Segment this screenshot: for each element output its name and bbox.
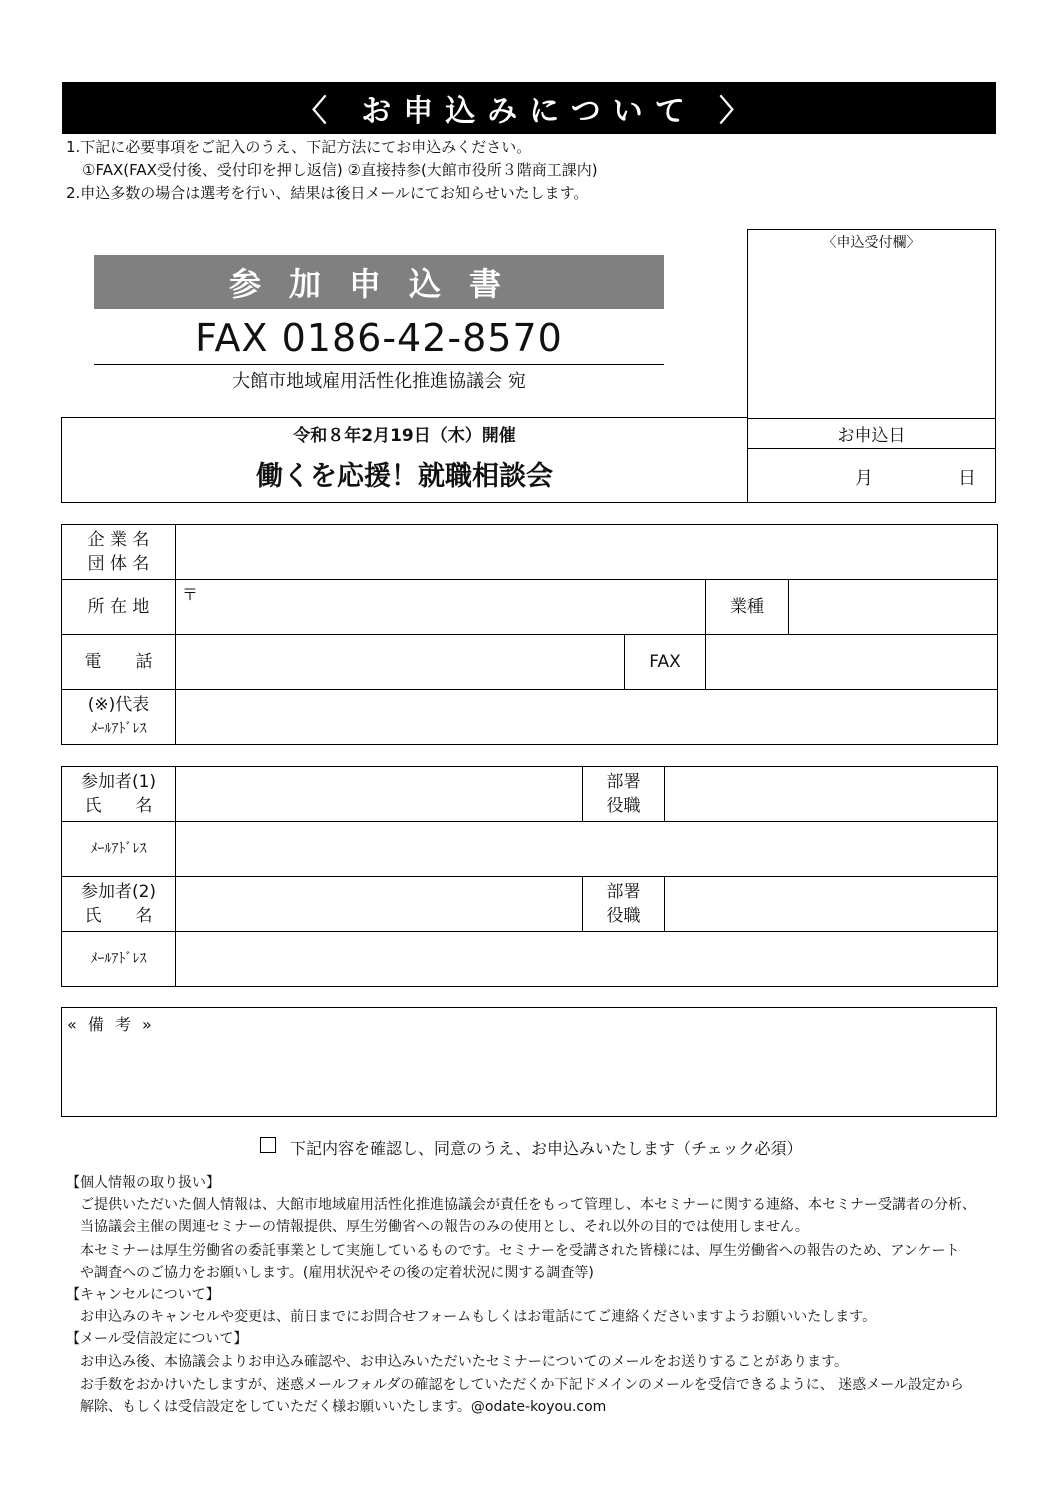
postal-mark: 〒	[182, 585, 199, 604]
participant-2-email-field[interactable]	[176, 932, 998, 987]
participant-2-label	[62, 877, 176, 932]
mail-text-3: 解除、もしくは受信設定をしていただく様お願いいたします。@odate-koyou.com	[80, 1399, 607, 1415]
consent-text: 下記内容を確認し、同意のうえ、お申込みいたします（チェック必須）	[290, 1139, 803, 1158]
participant-1-dept-label-line-2: 役職	[606, 796, 641, 816]
participant-2-name-field[interactable]	[176, 877, 583, 932]
addressee: 大館市地域雇用活性化推進協議会 宛	[232, 371, 526, 392]
fax-underline	[94, 364, 664, 365]
email-field[interactable]	[176, 690, 998, 745]
address-label: 所 在 地	[62, 580, 176, 635]
participant-2-dept-label	[583, 877, 665, 932]
table-row	[62, 580, 998, 635]
fax-field[interactable]	[706, 635, 998, 690]
table-row	[62, 877, 998, 932]
address-field[interactable]	[176, 580, 706, 635]
participant-1-dept-label	[583, 767, 665, 822]
industry-field[interactable]	[789, 580, 998, 635]
privacy-text-2: 当協議会主催の関連セミナーの情報提供、厚生労働省への報告のみの使用とし、それ以外の目的では使用しません。	[80, 1219, 809, 1235]
participant-1-email-field[interactable]	[176, 822, 998, 877]
reception-box	[747, 229, 996, 503]
privacy-heading: 【個人情報の取り扱い】	[66, 1175, 220, 1191]
cancel-heading: 【キャンセルについて】	[66, 1287, 220, 1303]
phone-field[interactable]	[176, 635, 625, 690]
intro-line-2: ①FAX(FAX受付後、受付印を押し返信) ②直接持参(大館市役所３階商工課内)	[82, 161, 598, 179]
participant-2-dept-label-line-2: 役職	[606, 906, 641, 926]
email-label-line-2: ﾒｰﾙｱﾄﾞﾚｽ	[90, 721, 147, 737]
intro-line-1: 1.下記に必要事項をご記入のうえ、下記方法にてお申込みください。	[66, 138, 532, 156]
table-row	[62, 767, 998, 822]
participant-1-label-line-2: 氏 名	[84, 796, 153, 816]
table-row	[62, 525, 998, 580]
month-label: 月	[855, 468, 873, 489]
privacy-text-1: ご提供いただいた個人情報は、大館市地域雇用活性化推進協議会が責任をもって管理し、本セミナーに関する連絡、本セミナー受講者の分析、	[80, 1197, 976, 1213]
page-header-title: 〈 お申込みについて 〉	[296, 94, 762, 129]
mail-text-2: お手数をおかけいたしますが、迷惑メールフォルダの確認をしていただくか下記ドメインのメールを受信できるように、 迷惑メール設定から	[80, 1377, 964, 1393]
privacy-text-3: 本セミナーは厚生労働省の委託事業として実施しているものです。セミナーを受講された皆様には、厚生労働省への報告のため、アンケート	[80, 1243, 960, 1259]
participant-2-dept-field[interactable]	[665, 877, 998, 932]
company-name-label	[62, 525, 176, 580]
event-name: 働くを応援！就職相談会	[256, 461, 553, 492]
participant-2-email-label: ﾒｰﾙｱﾄﾞﾚｽ	[62, 932, 176, 987]
mail-heading: 【メール受信設定について】	[66, 1331, 248, 1347]
participant-1-name-field[interactable]	[176, 767, 583, 822]
table-row	[62, 635, 998, 690]
participant-1-dept-field[interactable]	[665, 767, 998, 822]
remarks-field[interactable]	[61, 1007, 997, 1117]
table-row	[62, 932, 998, 987]
email-label-line-1: (※)代表	[87, 695, 150, 715]
email-label	[62, 690, 176, 745]
reception-label: 〈申込受付欄〉	[822, 235, 921, 251]
participant-1-email-label: ﾒｰﾙｱﾄﾞﾚｽ	[62, 822, 176, 877]
reception-divider	[747, 448, 996, 449]
participant-1-label-line-1: 参加者(1)	[80, 772, 157, 792]
form-title-bar	[94, 255, 664, 309]
company-name-field[interactable]	[176, 525, 998, 580]
day-label: 日	[958, 468, 976, 489]
privacy-text-4: や調査へのご協力をお願いします。(雇用状況やその後の定着状況に関する調査等)	[80, 1265, 594, 1281]
event-date: 令和８年2月19日（木）開催	[293, 426, 516, 446]
table-row	[62, 690, 998, 745]
application-date-label: お申込日	[837, 426, 906, 446]
remarks-label: « 備 考 »	[67, 1015, 155, 1034]
participant-2-dept-label-line-1: 部署	[606, 882, 641, 902]
page-header-banner	[62, 82, 996, 134]
company-info-table	[61, 524, 998, 745]
fax-label: FAX	[625, 635, 706, 690]
industry-label: 業種	[706, 580, 789, 635]
table-row	[62, 822, 998, 877]
consent-checkbox[interactable]	[260, 1137, 276, 1153]
participants-table	[61, 766, 998, 987]
reception-divider	[747, 418, 996, 419]
company-name-label-line-2: 団 体 名	[87, 554, 150, 574]
participant-1-label	[62, 767, 176, 822]
form-title: 参加申込書	[228, 265, 529, 303]
company-name-label-line-1: 企 業 名	[87, 530, 150, 550]
mail-text-1: お申込み後、本協議会よりお申込み確認や、お申込みいただいたセミナーについてのメールをお送りすることがあります。	[80, 1354, 849, 1370]
intro-line-3: 2.申込多数の場合は選考を行い、結果は後日メールにてお知らせいたします。	[66, 184, 589, 202]
fax-number: FAX 0186-42-8570	[195, 316, 563, 360]
phone-label: 電 話	[62, 635, 176, 690]
participant-2-label-line-2: 氏 名	[84, 906, 153, 926]
cancel-text-1: お申込みのキャンセルや変更は、前日までにお問合せフォームもしくはお電話にてご連絡くださいますようお願いいたします。	[80, 1309, 877, 1325]
participant-1-dept-label-line-1: 部署	[606, 772, 641, 792]
participant-2-label-line-1: 参加者(2)	[80, 882, 157, 902]
